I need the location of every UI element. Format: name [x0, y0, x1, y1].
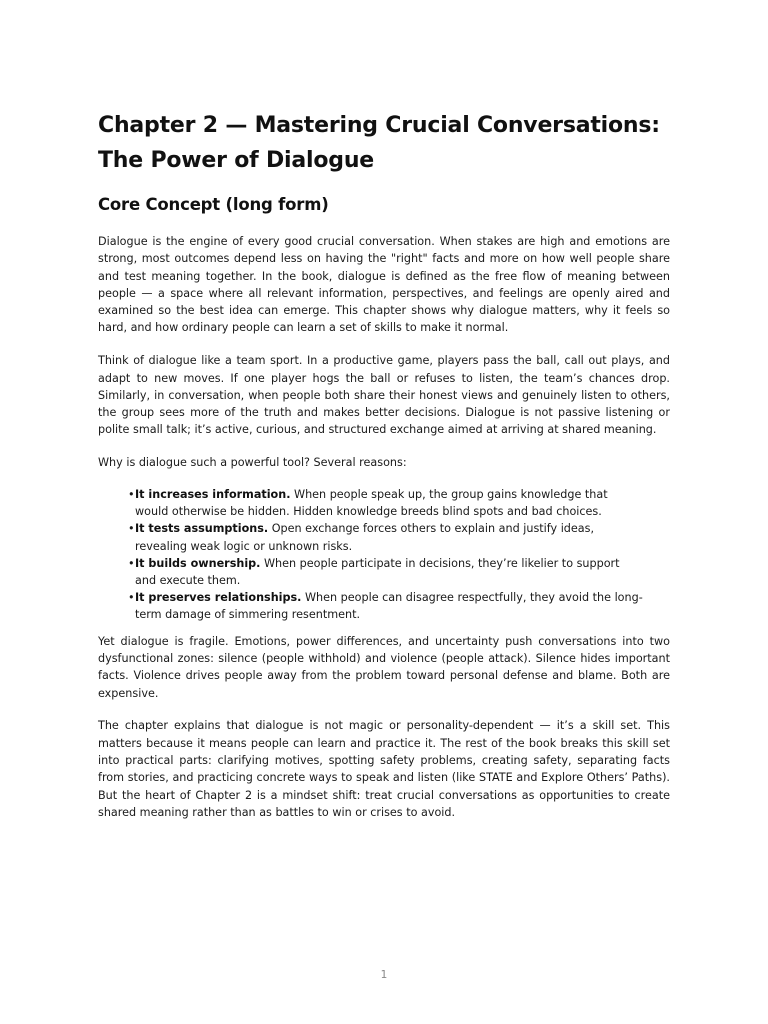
- reason-title: It tests assumptions.: [135, 522, 269, 536]
- reason-text: Open exchange forces others to explain and justify ideas, revealing weak logic or unknown risks.: [135, 522, 595, 553]
- reason-text: When people participate in decisions, they’re likelier to support and execute them.: [135, 556, 620, 588]
- body-paragraph-1: Dialogue is the engine of every good crucial conversation. When stakes are high and emotions are strong, most outcomes depend less on having the "right" facts and more on how well people share and test meaning together. In the book, dialogue is defined as the free flow of meaning between people — a space where all relevant information, perspectives, and feelings are openly aired and examined so the best idea can emerge. This chapter shows why dialogue matters, why it feels so hard, and how ordinary people can learn a set of skills to make it normal.: [98, 235, 670, 335]
- reason-title: It increases information.: [135, 488, 291, 502]
- chapter-title: Chapter 2 — Mastering Crucial Conversations: The Power of Dialogue: [98, 113, 660, 173]
- reason-title: It preserves relationships.: [135, 591, 302, 605]
- reasons-list: [98, 486, 643, 624]
- reason-text: When people speak up, the group gains knowledge that would otherwise be hidden. Hidden knowledge breeds blind spots and bad choices.: [135, 488, 608, 519]
- reason-text: When people can disagree respectfully, they avoid the long-term damage of simmering resentment.: [135, 591, 643, 622]
- list-item: [128, 589, 643, 623]
- body-paragraph-5: The chapter explains that dialogue is not magic or personality-dependent — it’s a skill set. This matters because it means people can learn and practice it. The rest of the book breaks this skill set into practical parts: clarifying motives, spotting safety problems, creating safety, separating facts from stories, and practicing concrete ways to speak and listen (like STATE and Explore Others’ Paths). But the heart of Chapter 2 is a mindset shift: treat crucial conversations as opportunities to create shared meaning rather than as battles to win or crises to avoid.: [98, 719, 670, 819]
- list-item: [128, 486, 643, 520]
- bullet-marker: •: [128, 556, 135, 570]
- list-item: [128, 520, 643, 554]
- body-paragraph-4: Yet dialogue is fragile. Emotions, power differences, and uncertainty push conversations into two dysfunctional zones: silence (people withhold) and violence (people attack). Silence hides important facts. Violence drives people away from the problem toward personal defense and blame. Both are expensive.: [98, 634, 670, 700]
- bullet-marker: •: [128, 522, 135, 536]
- bullet-marker: •: [128, 488, 135, 502]
- body-paragraph-2: Think of dialogue like a team sport. In a productive game, players pass the ball, call out plays, and adapt to new moves. If one player hogs the ball or refuses to listen, the team’s chances drop. Similarly, in conversation, when people both share their honest views and genuinely listen to others, the group sees more of the truth and makes better decisions. Dialogue is not passive listening or polite small talk; it’s active, curious, and structured exchange aimed at arriving at shared meaning.: [98, 354, 670, 437]
- body-paragraph-3: Why is dialogue such a powerful tool? Several reasons:: [98, 456, 407, 470]
- section-heading: Core Concept (long form): [98, 195, 329, 214]
- document-page: [98, 108, 670, 837]
- page-number: 1: [380, 969, 388, 981]
- bullet-marker: •: [128, 591, 135, 605]
- list-item: [128, 555, 643, 589]
- reason-title: It builds ownership.: [135, 556, 261, 570]
